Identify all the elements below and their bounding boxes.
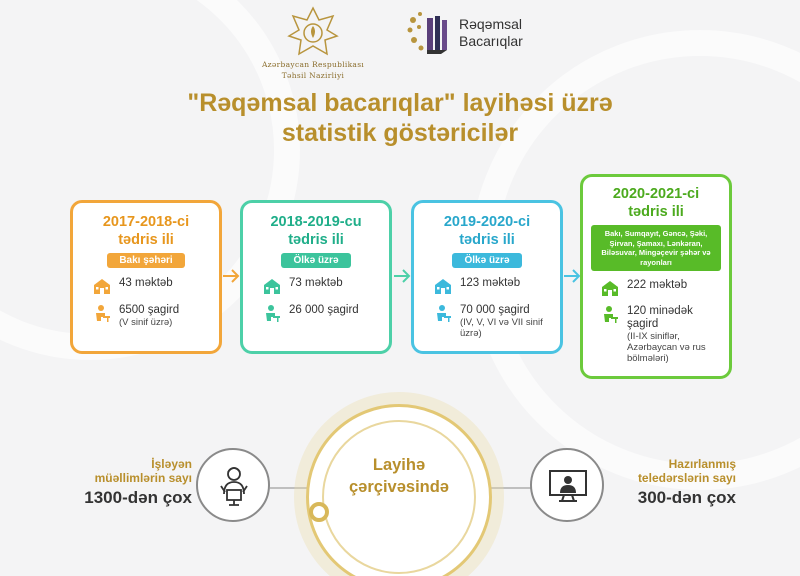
card-year [73, 213, 219, 249]
students-row [73, 304, 219, 328]
ministry-logo [248, 6, 378, 80]
card-year [414, 213, 560, 249]
brand-logo [405, 10, 523, 56]
connector-line-right [490, 487, 532, 489]
ministry-name-line2: Təhsil Nazirliyi [281, 71, 345, 80]
center-text-line2: çərçivəsində [349, 478, 449, 496]
card-2020-2021 [580, 174, 732, 379]
page-title-line1: "Rəqəmsal bacarıqlar" layihəsi üzrə [187, 89, 613, 117]
school-icon [93, 277, 111, 295]
students-count: 26 000 şagird [289, 304, 359, 316]
center-text [306, 454, 492, 498]
arrow-right-icon [562, 268, 582, 284]
card-2019-2020 [411, 200, 563, 354]
video-lesson-icon [547, 464, 589, 506]
students-note: (II-IX siniflər, Azərbaycan və rus bölmələri) [627, 331, 706, 364]
schools-row [583, 279, 729, 297]
schools-row [414, 277, 560, 295]
student-icon [93, 304, 111, 322]
student-icon [434, 304, 452, 322]
card-year-line2: tədris ili [628, 204, 684, 220]
video-lesson-circle [530, 448, 604, 522]
scope-badge: Bakı şəhəri [107, 253, 184, 268]
center-text-line1: Layihə [372, 456, 426, 474]
brand-name-line2: Bacarıqlar [459, 33, 523, 49]
teachers-value: 1300-dən çox [84, 488, 192, 507]
video-lessons-stat [600, 457, 736, 509]
schools-count: 222 məktəb [627, 279, 688, 291]
arrow-right-icon [221, 268, 241, 284]
school-icon [601, 279, 619, 297]
student-icon [601, 305, 619, 323]
card-2017-2018 [70, 200, 222, 354]
connector-line-left [270, 487, 310, 489]
page-title-line2: statistik göstəricilər [281, 119, 519, 147]
emblem-icon [287, 6, 339, 58]
schools-row [73, 277, 219, 295]
regions-badge: Bakı, Sumqayıt, Gəncə, Şəki, Şirvan, Şamaxı, Lənkəran, Biləsuvar, Mingəçevir şəhər və rayonları [591, 225, 721, 271]
schools-count: 43 məktəb [119, 277, 173, 289]
student-icon [263, 304, 281, 322]
students-note: (IV, V, VI və VII sinif üzrə) [460, 317, 543, 339]
card-year [583, 185, 729, 221]
schools-count: 123 məktəb [460, 277, 521, 289]
students-count-line1: 120 minədək [627, 305, 693, 317]
brand-name-line1: Rəqəmsal [459, 16, 523, 32]
students-count: 6500 şagird [119, 304, 180, 316]
video-lessons-value: 300-dən çox [637, 488, 736, 507]
school-icon [434, 277, 452, 295]
brand-icon [405, 10, 451, 56]
arrow-right-icon [392, 268, 412, 284]
teachers-label-line1: İşləyən [151, 457, 192, 471]
teachers-stat [62, 457, 192, 509]
schools-row [243, 277, 389, 295]
ministry-name-line1: Azərbaycan Respublikası [261, 60, 365, 69]
students-note: (V sinif üzrə) [119, 317, 173, 328]
students-count-line2: şagird [627, 318, 659, 330]
accent-dot [309, 502, 329, 522]
card-year-line2: tədris ili [459, 232, 515, 248]
card-year-line1: 2017-2018-ci [102, 214, 190, 230]
card-year-line1: 2019-2020-ci [443, 214, 531, 230]
students-row [583, 305, 729, 364]
scope-badge: Ölkə üzrə [281, 253, 350, 268]
students-count: 70 000 şagird [460, 304, 530, 316]
card-year-line2: tədris ili [118, 232, 174, 248]
card-year-line1: 2018-2019-cu [270, 214, 362, 230]
teacher-icon [213, 464, 255, 506]
card-year-line2: tədris ili [288, 232, 344, 248]
card-year [243, 213, 389, 249]
students-row [414, 304, 560, 339]
school-icon [263, 277, 281, 295]
video-lessons-label-line1: Hazırlanmış [668, 457, 736, 471]
scope-badge: Ölkə üzrə [452, 253, 521, 268]
card-2018-2019 [240, 200, 392, 354]
students-row [243, 304, 389, 322]
schools-count: 73 məktəb [289, 277, 343, 289]
card-year-line1: 2020-2021-ci [612, 186, 700, 202]
page-title [0, 88, 800, 148]
teachers-label-line2: müəllimlərin sayı [94, 471, 192, 485]
teacher-circle [196, 448, 270, 522]
video-lessons-label-line2: teledərslərin sayı [637, 471, 736, 485]
